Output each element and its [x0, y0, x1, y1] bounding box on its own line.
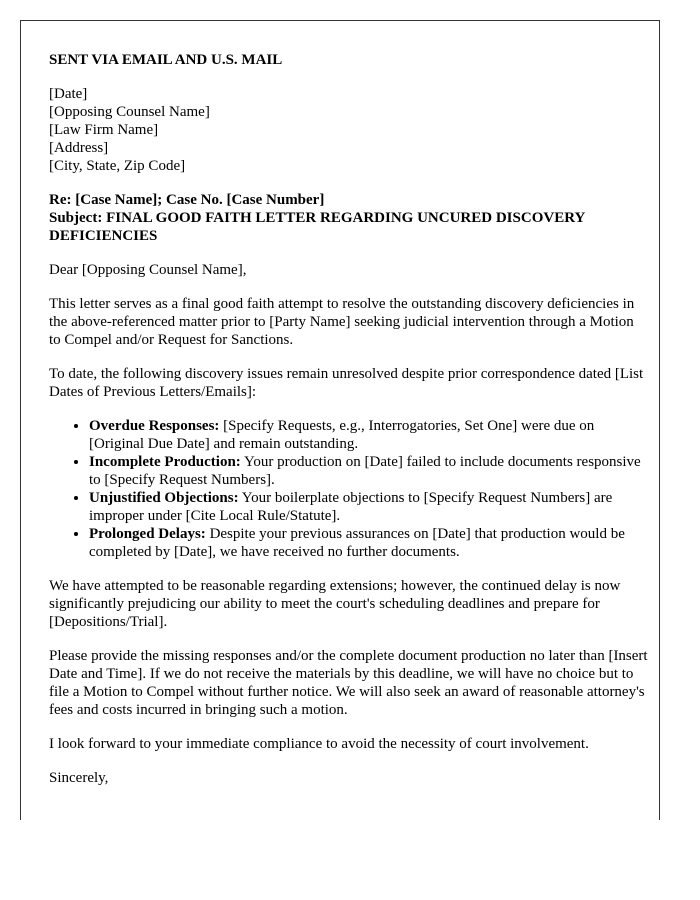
issue-text: Your boilerplate objections to [Specify Request Numbers] are improper under [Cite Local Rule/Statute]. — [89, 490, 613, 524]
address-line: [Address] — [49, 140, 109, 156]
list-item — [89, 417, 649, 453]
list-item — [89, 489, 649, 525]
letter-body — [49, 51, 649, 803]
issue-title: Unjustified Objections: — [89, 490, 239, 506]
city-state-zip-line: [City, State, Zip Code] — [49, 158, 186, 174]
issue-text: [Specify Requests, e.g., Interrogatories, Set One] were due on [Original Due Date] and remain outstanding. — [89, 418, 595, 452]
salutation: Dear [Opposing Counsel Name], — [49, 262, 247, 278]
issue-title: Incomplete Production: — [89, 454, 241, 470]
delivery-line: SENT VIA EMAIL AND U.S. MAIL — [49, 52, 283, 68]
recipient-address-block — [49, 85, 649, 175]
subject-line: Subject: FINAL GOOD FAITH LETTER REGARDING UNCURED DISCOVERY DEFICIENCIES — [49, 210, 585, 244]
re-line: Re: [Case Name]; Case No. [Case Number] — [49, 192, 325, 208]
reference-block — [49, 191, 649, 245]
list-item — [89, 453, 649, 489]
signoff: Sincerely, — [49, 770, 109, 786]
closing-paragraph: I look forward to your immediate compliance to avoid the necessity of court involvement. — [49, 736, 589, 752]
issues-intro-paragraph: To date, the following discovery issues remain unresolved despite prior correspondence dated [List Dates of Previous Letters/Emails]: — [49, 366, 644, 400]
intro-paragraph: This letter serves as a final good faith attempt to resolve the outstanding discovery deficiencies in the above-referenced matter prior to [Party Name] seeking judicial intervention through a Motion to Compel and/or Request for Sanctions. — [49, 296, 635, 348]
list-item — [89, 525, 649, 561]
issue-title: Prolonged Delays: — [89, 526, 206, 542]
date-line: [Date] — [49, 86, 88, 102]
extensions-paragraph: We have attempted to be reasonable regarding extensions; however, the continued delay is now significantly prejudicing our ability to meet the court's scheduling deadlines and prepare for [Depositions/Trial]. — [49, 578, 621, 630]
issues-list — [49, 417, 649, 561]
letter-page — [20, 20, 660, 820]
issue-text: Your production on [Date] failed to include documents responsive to [Specify Request Numbers]. — [89, 454, 641, 488]
issue-title: Overdue Responses: — [89, 418, 220, 434]
issue-text: Despite your previous assurances on [Date] that production would be completed by [Date], we have received no further documents. — [89, 526, 625, 560]
counsel-name-line: [Opposing Counsel Name] — [49, 104, 210, 120]
deadline-paragraph: Please provide the missing responses and/or the complete document production no later than [Insert Date and Time]. If we do not receive the materials by this deadline, we will have no choice but to file a Motion to Compel without further notice. We will also seek an award of reasonable attorney's fees and costs incurred in bringing such a motion. — [49, 648, 648, 718]
law-firm-line: [Law Firm Name] — [49, 122, 159, 138]
